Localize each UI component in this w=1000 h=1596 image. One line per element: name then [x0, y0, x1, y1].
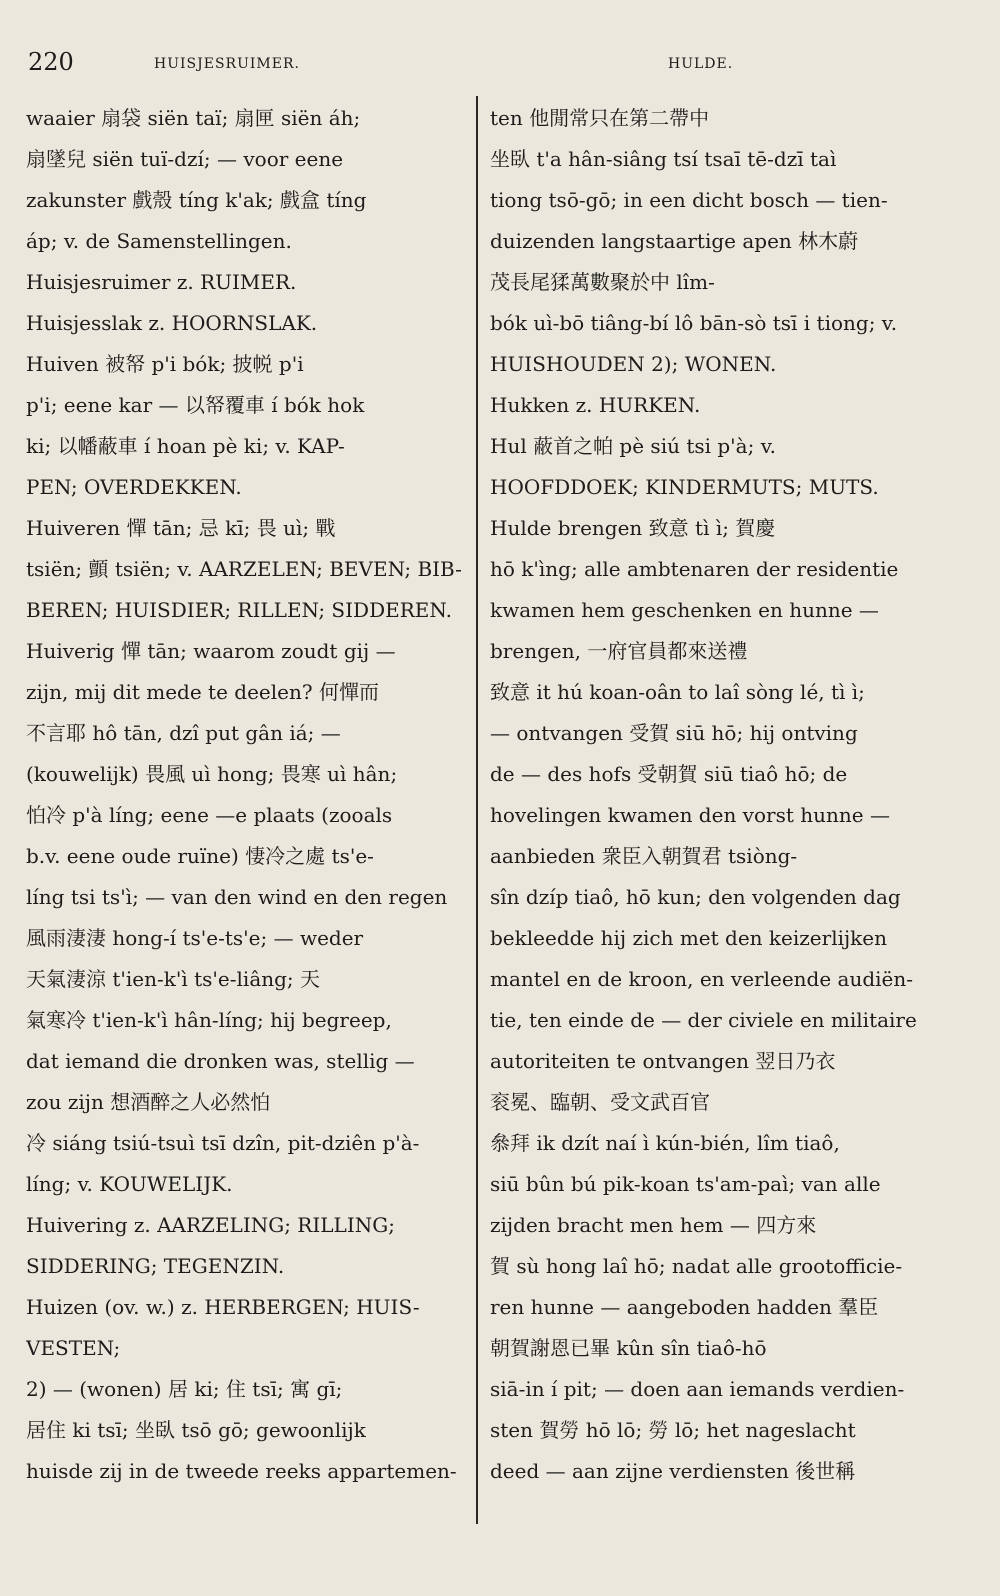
text-line: autoriteiten te ontvangen 翌日乃衣 — [490, 1049, 836, 1073]
text-line: 2) — (wonen) 居 ki; 住 tsī; 寓 gī; — [26, 1377, 343, 1401]
text-line: tie, ten einde de — der civiele en militaire — [490, 1008, 917, 1032]
text-line: zijn, mij dit mede te deelen? 何憚而 — [26, 680, 379, 704]
text-line: 叅拜 ik dzít naí ì kún-bién, lîm tiaô, — [490, 1131, 840, 1155]
text-line: 風雨淒淒 hong-í ts'e-ts'e; — weder — [26, 926, 364, 950]
text-line: líng tsi ts'ì; — van den wind en den regen — [26, 885, 448, 909]
text-line: kwamen hem geschenken en hunne — — [490, 598, 879, 622]
text-line: Huiverig 憚 tān; waarom zoudt gij — — [26, 639, 396, 663]
text-line: bók uì-bō tiâng-bí lô bān-sò tsī i tiong; v. — [490, 311, 898, 335]
text-line: 扇墜兒 siën tuï-dzí; — voor eene — [26, 147, 344, 171]
text-line: 天氣淒涼 t'ien-k'ì ts'e-liâng; 天 — [26, 967, 321, 991]
text-line: 衮冕、臨朝、受文武百官 — [490, 1090, 710, 1114]
text-line: b.v. eene oude ruïne) 悽冷之處 ts'e- — [26, 844, 374, 868]
text-line: áp; v. de Samenstellingen. — [26, 229, 292, 253]
text-line: siū bûn bú pik-koan ts'am-paì; van alle — [490, 1172, 881, 1196]
text-line: aanbieden 衆臣入朝賀君 tsiòng- — [490, 844, 798, 868]
text-line: brengen, 一府官員都來送禮 — [490, 639, 748, 663]
text-line: tsiën; 顫 tsiën; v. AARZELEN; BEVEN; BIB- — [26, 557, 462, 581]
text-line: huisde zij in de tweede reeks appartemen- — [26, 1459, 457, 1483]
text-line: waaier 扇袋 siën taï; 扇匣 siën áh; — [26, 106, 361, 130]
text-line: sîn dzíp tiaô, hō kun; den volgenden dag — [490, 885, 901, 909]
text-line: p'i; eene kar — 以帑覆車 í bók hok — [26, 393, 365, 417]
column-divider — [476, 96, 478, 1524]
text-line: 怕冷 p'à líng; eene —e plaats (zooals — [26, 803, 393, 827]
text-line: BEREN; HUISDIER; RILLEN; SIDDEREN. — [26, 598, 452, 622]
text-line: 氣寒冷 t'ien-k'ì hân-líng; hij begreep, — [26, 1008, 392, 1032]
text-line: PEN; OVERDEKKEN. — [26, 475, 242, 499]
text-line: Hukken z. HURKEN. — [490, 393, 701, 417]
text-line: 賀 sù hong laî hō; nadat alle grootofficie- — [490, 1254, 903, 1278]
text-line: dat iemand die dronken was, stellig — — [26, 1049, 415, 1073]
page-number: 220 — [28, 48, 74, 76]
text-line: ren hunne — aangeboden hadden 羣臣 — [490, 1295, 879, 1319]
text-line: Huisjesslak z. HOORNSLAK. — [26, 311, 318, 335]
text-line: SIDDERING; TEGENZIN. — [26, 1254, 285, 1278]
page-header — [28, 48, 940, 80]
text-line: sten 賀勞 hō lō; 勞 lō; het nageslacht — [490, 1418, 856, 1442]
text-line: ten 他閒常只在第二帶中 — [490, 106, 710, 130]
text-line: Hul 蔽首之帕 pè siú tsi p'à; v. — [490, 434, 776, 458]
text-line: siā-in í pit; — doen aan iemands verdien- — [490, 1377, 905, 1401]
right-running-head: HULDE. — [668, 56, 734, 72]
text-line: 坐臥 t'a hân-siâng tsí tsaī tē-dzī taì — [490, 147, 837, 171]
text-line: HOOFDDOEK; KINDERMUTS; MUTS. — [490, 475, 879, 499]
text-line: líng; v. KOUWELIJK. — [26, 1172, 233, 1196]
text-line: (kouwelijk) 畏風 uì hong; 畏寒 uì hân; — [26, 762, 398, 786]
text-line: bekleedde hij zich met den keizerlijken — [490, 926, 888, 950]
text-line: 居住 ki tsī; 坐臥 tsō gō; gewoonlijk — [26, 1418, 366, 1442]
text-line: deed — aan zijne verdiensten 後世稱 — [490, 1459, 856, 1483]
text-line: hō k'ìng; alle ambtenaren der residentie — [490, 557, 899, 581]
text-line: hovelingen kwamen den vorst hunne — — [490, 803, 890, 827]
text-line: duizenden langstaartige apen 林木蔚 — [490, 229, 859, 253]
text-line: Huivering z. AARZELING; RILLING; — [26, 1213, 395, 1237]
text-line: Huiveren 憚 tān; 忌 kī; 畏 uì; 戰 — [26, 516, 336, 540]
text-line: Huizen (ov. w.) z. HERBERGEN; HUIS- — [26, 1295, 420, 1319]
text-line: — ontvangen 受賀 siū hō; hij ontving — [490, 721, 858, 745]
text-line: ki; 以幡蔽車 í hoan pè ki; v. KAP- — [26, 434, 345, 458]
left-column — [26, 98, 466, 1492]
text-line: tiong tsō-gō; in een dicht bosch — tien- — [490, 188, 888, 212]
text-line: Huiven 被帑 p'i bók; 披帨 p'i — [26, 352, 304, 376]
text-line: Huisjesruimer z. RUIMER. — [26, 270, 297, 294]
text-line: zou zijn 想酒醉之人必然怕 — [26, 1090, 271, 1114]
text-line: 不言耶 hô tān, dzî put gân iá; — — [26, 721, 341, 745]
text-line: de — des hofs 受朝賀 siū tiaô hō; de — [490, 762, 848, 786]
text-line: 朝賀謝恩已畢 kûn sîn tiaô-hō — [490, 1336, 767, 1360]
text-line: zakunster 戲殼 tíng k'ak; 戲盒 tíng — [26, 188, 367, 212]
text-line: Hulde brengen 致意 tì ì; 賀慶 — [490, 516, 776, 540]
text-line: VESTEN; — [26, 1336, 121, 1360]
text-line: 致意 it hú koan-oân to laî sòng lé, tì ì; — [490, 680, 865, 704]
text-line: zijden bracht men hem — 四方來 — [490, 1213, 817, 1237]
text-line: HUISHOUDEN 2); WONEN. — [490, 352, 777, 376]
left-running-head: HUISJESRUIMER. — [154, 56, 300, 72]
right-column — [490, 98, 930, 1492]
text-line: 冷 siáng tsiú-tsuì tsī dzîn, pit-dziên p'à- — [26, 1131, 420, 1155]
text-line: 茂長尾猱萬數聚於中 lîm- — [490, 270, 715, 294]
text-line: mantel en de kroon, en verleende audiën- — [490, 967, 914, 991]
